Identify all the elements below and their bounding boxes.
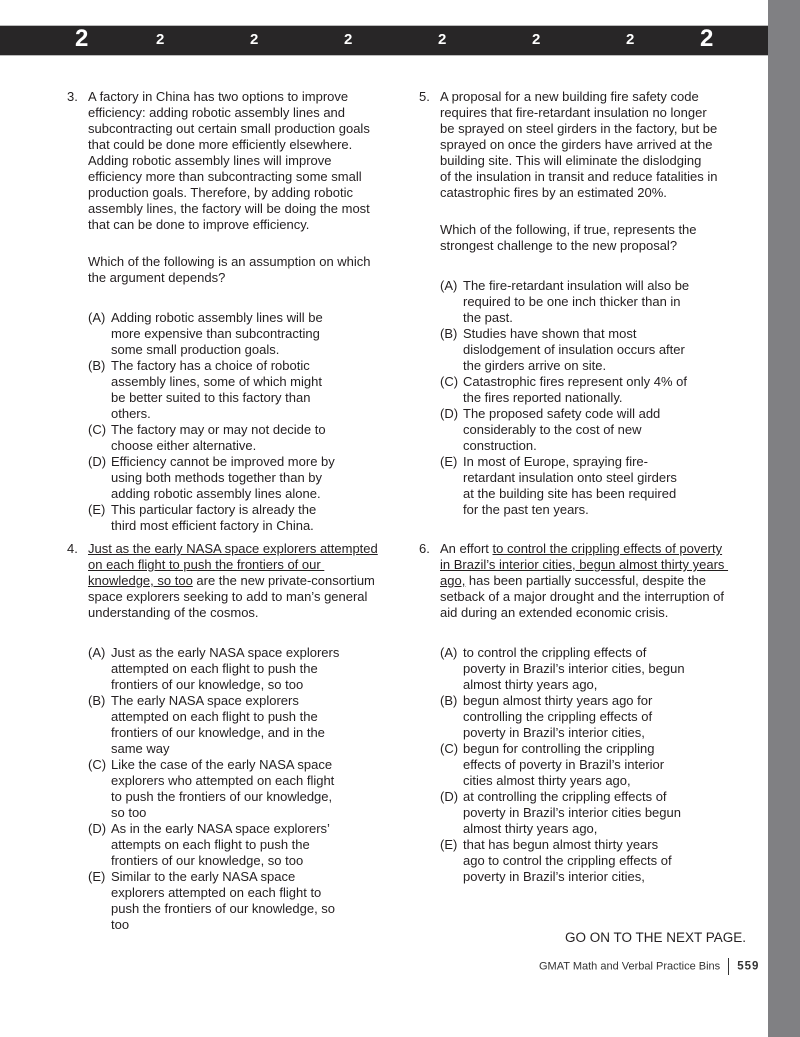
stem-text: has been partially successful, despite the [465,573,706,588]
stem-line [440,557,728,573]
choice-label: (E) [88,869,106,884]
choice-text-line: dislodgement of insulation occurs after [463,342,685,357]
answer-choice[interactable] [440,693,728,741]
page-number: 559 [737,960,760,973]
underlined-text: to control the crippling effects of poverty [492,541,723,556]
stem-line: understanding of the cosmos. [88,605,259,620]
choice-label: (C) [440,741,459,756]
stem-line [440,541,728,557]
choice-text-line: same way [111,741,170,756]
question-4 [67,541,378,933]
stem-text: An effort [440,541,493,556]
answer-choice[interactable] [88,693,378,757]
page-edge-tab [768,0,800,1037]
stem-line: strongest challenge to the new proposal? [440,238,678,253]
question-stem-paragraph [88,541,378,621]
choice-text-line: to control the crippling effects of [463,645,647,660]
underlined-text: knowledge, so too [88,573,193,588]
answer-choice[interactable] [440,278,718,326]
choice-label: (B) [440,693,458,708]
choice-text-line: Efficiency cannot be improved more by [111,454,335,469]
answer-choice[interactable] [88,757,378,821]
section-mark: 2 [344,31,353,48]
choice-text-line: frontiers of our knowledge, so too [111,677,304,692]
section-mark: 2 [532,31,541,48]
choice-label: (C) [440,374,459,389]
stem-line: be sprayed on steel girders in the factory, but be [440,121,718,136]
answer-choice[interactable] [88,645,378,693]
stem-line: the argument depends? [88,270,226,285]
stem-line: subcontracting out certain small production goals [88,121,370,136]
section-mark: 2 [75,25,89,52]
stem-line: Which of the following, if true, represents the [440,222,697,237]
choice-text-line: required to be one inch thicker than in [463,294,681,309]
stem-line: assembly lines, the factory will be doing the most [88,201,370,216]
choice-text-line: effects of poverty in Brazil’s interior [463,757,665,772]
choice-text-line: the girders arrive on site. [463,358,607,373]
choice-text-line: push the frontiers of our knowledge, so [111,901,336,916]
choice-text-line: adding robotic assembly lines alone. [111,486,321,501]
choice-text-line: the fires reported nationally. [463,390,623,405]
answer-choices [440,278,718,518]
question-stem-paragraph [440,222,718,254]
choice-text-line: assembly lines, some of which might [111,374,322,389]
question-number: 3. [67,89,78,104]
choice-text-line: at controlling the crippling effects of [463,789,667,804]
choice-text-line: Catastrophic fires represent only 4% of [463,374,687,389]
stem-line: building site. This will eliminate the dislodging [440,153,702,168]
choice-text-line: almost thirty years ago, [463,677,598,692]
choice-text-line: frontiers of our knowledge, so too [111,853,304,868]
answer-choice[interactable] [88,358,371,422]
choice-text-line: Just as the early NASA space explorers [111,645,340,660]
choice-label: (E) [440,837,458,852]
choice-text-line: the past. [463,310,513,325]
choice-text-line: The factory has a choice of robotic [111,358,310,373]
stem-line: efficiency more than subcontracting some small [88,169,362,184]
choice-label: (A) [88,310,106,325]
section-mark: 2 [156,31,165,48]
choice-text-line: Like the case of the early NASA space [111,757,333,772]
underlined-text: in Brazil’s interior cities, begun almost thirty years [440,557,729,572]
choice-text-line: ago to control the crippling effects of [463,853,672,868]
answer-choice[interactable] [88,869,378,933]
question-number: 6. [419,541,430,556]
choice-text-line: using both methods together than by [111,470,323,485]
footer-divider [728,958,729,975]
answer-choices [440,645,728,885]
section-mark: 2 [700,25,714,52]
stem-line: A proposal for a new building fire safety code [440,89,699,104]
underlined-text: Just as the early NASA space explorers attempted [88,541,378,556]
choice-text-line: attempts on each flight to push the [111,837,310,852]
choice-label: (D) [440,789,459,804]
section-header-bar [0,25,768,56]
answer-choice[interactable] [440,837,728,885]
question-stem-paragraph [440,541,728,621]
stem-line: setback of a major drought and the interruption of [440,589,725,604]
choice-text-line: The early NASA space explorers [111,693,299,708]
choice-text-line: begun for controlling the crippling [463,741,655,756]
choice-text-line: poverty in Brazil’s interior cities, [463,725,645,740]
stem-line: Which of the following is an assumption on which [88,254,371,269]
choice-label: (C) [88,757,107,772]
choice-label: (D) [88,454,107,469]
choice-label: (A) [88,645,106,660]
choice-text-line: for the past ten years. [463,502,589,517]
section-mark: 2 [250,31,259,48]
go-on-notice: GO ON TO THE NEXT PAGE. [565,930,747,945]
choice-text-line: poverty in Brazil’s interior cities, begun [463,661,685,676]
book-title: GMAT Math and Verbal Practice Bins [539,960,721,973]
choice-text-line: that has begun almost thirty years [463,837,659,852]
stem-line: A factory in China has two options to improve [88,89,349,104]
choice-label: (B) [88,358,106,373]
stem-line [88,573,378,589]
choice-text-line: third most efficient factory in China. [111,518,314,533]
choice-label: (A) [440,645,458,660]
choice-text-line: In most of Europe, spraying fire- [463,454,648,469]
answer-choice[interactable] [440,645,728,693]
choice-text-line: be better suited to this factory than [111,390,311,405]
choice-text-line: attempted on each flight to push the [111,661,318,676]
choice-text-line: frontiers of our knowledge, and in the [111,725,325,740]
choice-text-line: explorers who attempted on each flight [111,773,335,788]
stem-line: catastrophic fires by an estimated 20%. [440,185,667,200]
choice-text-line: others. [111,406,151,421]
page-footer [539,958,759,975]
choice-text-line: construction. [463,438,537,453]
choice-label: (D) [88,821,107,836]
stem-line: Adding robotic assembly lines will improve [88,153,332,168]
stem-line: that can be done to improve efficiency. [88,217,310,232]
choice-text-line: controlling the crippling effects of [463,709,653,724]
choice-label: (A) [440,278,458,293]
choice-text-line: too [111,917,130,932]
choice-text-line: This particular factory is already the [111,502,317,517]
choice-label: (E) [440,454,458,469]
answer-choice[interactable] [88,821,378,869]
stem-line: of the insulation in transit and reduce fatalities in [440,169,718,184]
stem-line [440,573,728,589]
choice-label: (E) [88,502,106,517]
question-stem-paragraph [88,89,371,233]
answer-choices [88,645,378,933]
choice-text-line: more expensive than subcontracting [111,326,320,341]
question-5 [419,89,718,518]
choice-text-line: attempted on each flight to push the [111,709,318,724]
choice-text-line: at the building site has been required [463,486,677,501]
choice-text-line: to push the frontiers of our knowledge, [111,789,333,804]
question-6 [419,541,729,885]
choice-label: (C) [88,422,107,437]
choice-text-line: The factory may or may not decide to [111,422,326,437]
answer-choice[interactable] [440,374,718,406]
choice-label: (B) [88,693,106,708]
choice-text-line: almost thirty years ago, [463,821,598,836]
section-mark: 2 [438,31,447,48]
choice-text-line: explorers attempted on each flight to [111,885,322,900]
choice-text-line: As in the early NASA space explorers’ [111,821,330,836]
question-stem-paragraph [440,89,718,201]
answer-choice[interactable] [440,326,718,374]
answer-choice[interactable] [440,406,718,454]
section-mark: 2 [626,31,635,48]
choice-text-line: cities almost thirty years ago, [463,773,631,788]
choice-text-line: retardant insulation onto steel girders [463,470,677,485]
stem-text: are the new private-consortium [192,573,375,588]
stem-line: space explorers seeking to add to man’s general [88,589,368,604]
stem-line: aid during an extended economic crisis. [440,605,669,620]
question-number: 4. [67,541,78,556]
answer-choice[interactable] [88,310,371,358]
stem-line [88,557,378,573]
answer-choice[interactable] [440,789,728,837]
question-3 [67,89,371,534]
choice-text-line: considerably to the cost of new [463,422,642,437]
stem-line [88,541,378,557]
choice-label: (B) [440,326,458,341]
choice-text-line: begun almost thirty years ago for [463,693,653,708]
choice-text-line: Similar to the early NASA space [111,869,296,884]
answer-choice[interactable] [88,502,371,534]
choice-text-line: Adding robotic assembly lines will be [111,310,323,325]
stem-line: requires that fire-retardant insulation no longer [440,105,707,120]
choice-text-line: The proposed safety code will add [463,406,661,421]
choice-label: (D) [440,406,459,421]
stem-line: efficiency: adding robotic assembly lines and [88,105,346,120]
choice-text-line: The fire-retardant insulation will also be [463,278,690,293]
underlined-text: ago, [440,573,466,588]
choice-text-line: choose either alternative. [111,438,257,453]
choice-text-line: poverty in Brazil’s interior cities begun [463,805,681,820]
stem-line: that could be done more efficiently elsewhere. [88,137,353,152]
stem-line: production goals. Therefore, by adding robotic [88,185,353,200]
answer-choices [88,310,371,534]
question-number: 5. [419,89,430,104]
question-stem-paragraph [88,254,371,286]
answer-choice[interactable] [88,454,371,502]
choice-text-line: Studies have shown that most [463,326,637,341]
underlined-text: on each flight to push the frontiers of our [88,557,325,572]
choice-text-line: some small production goals. [111,342,280,357]
answer-choice[interactable] [440,741,728,789]
choice-text-line: so too [111,805,147,820]
answer-choice[interactable] [440,454,718,518]
stem-line: sprayed on once the girders have arrived at the [440,137,713,152]
answer-choice[interactable] [88,422,371,454]
choice-text-line: poverty in Brazil’s interior cities, [463,869,645,884]
